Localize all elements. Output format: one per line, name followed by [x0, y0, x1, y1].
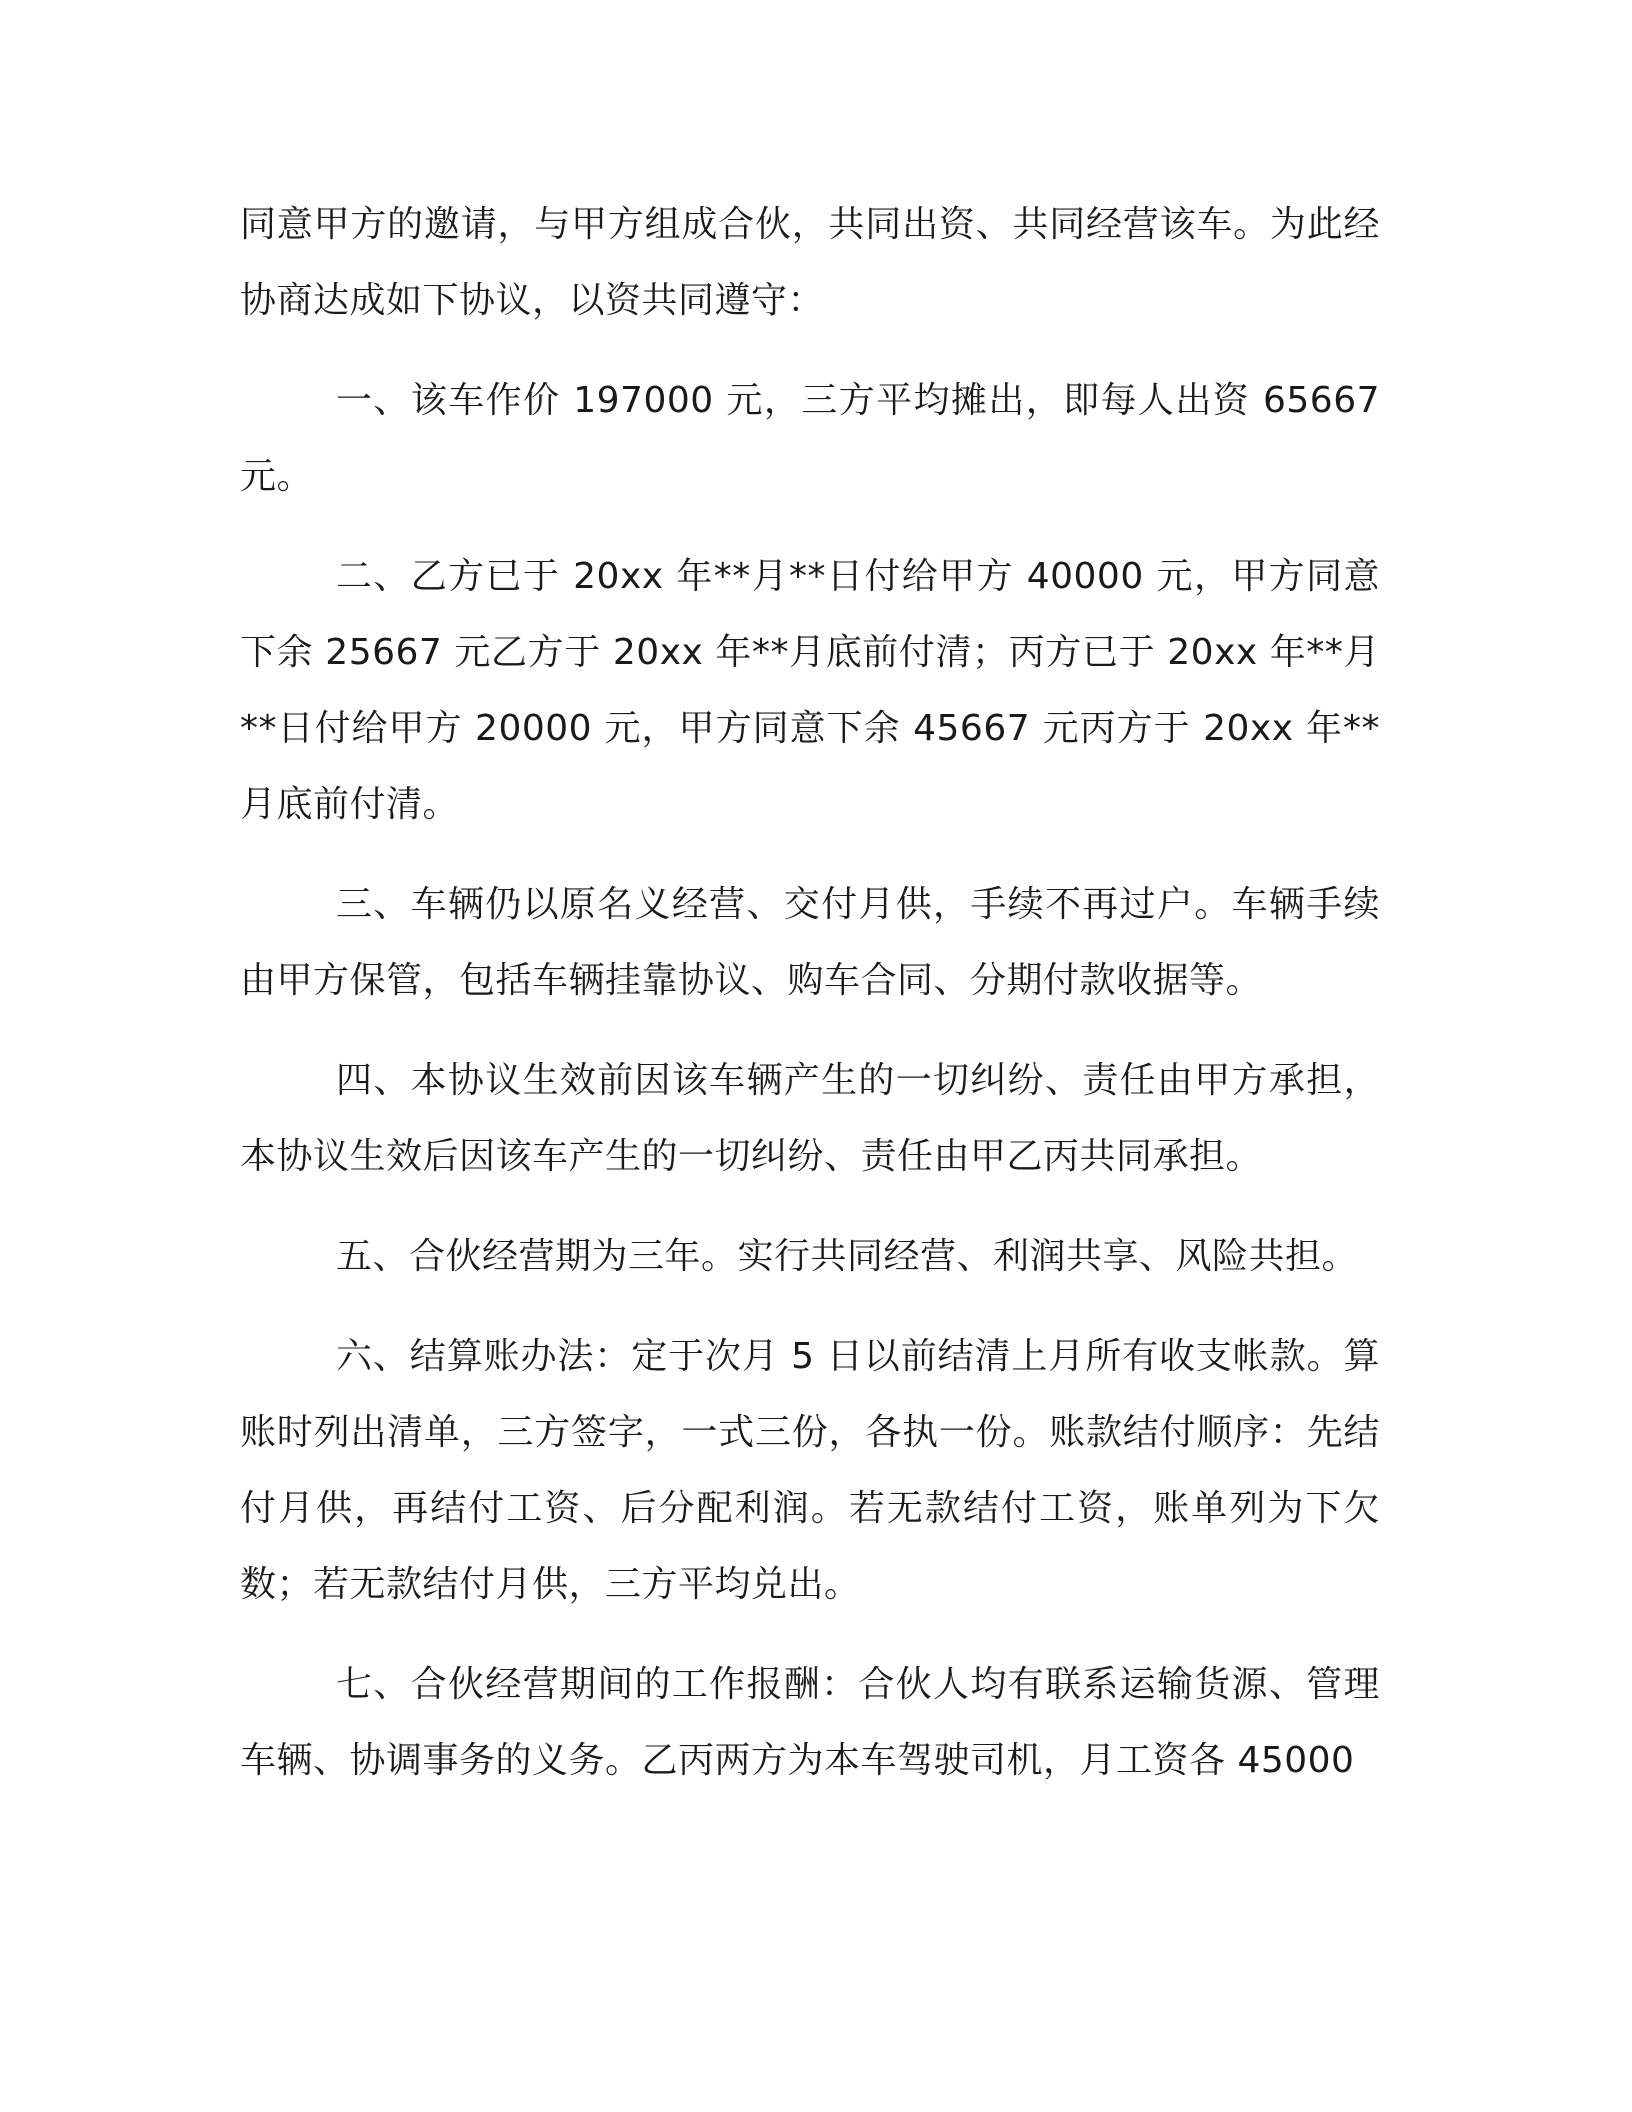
- paragraph-clause-7: 七、合伙经营期间的工作报酬：合伙人均有联系运输货源、管理车辆、协调事务的义务。乙丙两方为本车驾驶司机，月工资各 45000: [240, 1664, 1380, 1781]
- paragraph-intro: 同意甲方的邀请，与甲方组成合伙，共同出资、共同经营该车。为此经协商达成如下协议，以资共同遵守：: [240, 204, 1380, 321]
- paragraph-clause-2: 二、乙方已于 20xx 年**月**日付给甲方 40000 元，甲方同意下余 25667 元乙方于 20xx 年**月底前付清；丙方已于 20xx 年**月**日付给甲方 20000 元，甲方同意下余 45667 元丙方于 20xx 年**月底前付清。: [240, 556, 1380, 825]
- document-body: [240, 187, 1380, 1823]
- paragraph-clause-4: 四、本协议生效前因该车辆产生的一切纠纷、责任由甲方承担，本协议生效后因该车产生的一切纠纷、责任由甲乙丙共同承担。: [240, 1060, 1380, 1177]
- paragraph-clause-1: 一、该车作价 197000 元，三方平均摊出，即每人出资 65667 元。: [240, 380, 1380, 497]
- paragraph-clause-6: 六、结算账办法：定于次月 5 日以前结清上月所有收支帐款。算账时列出清单，三方签字，一式三份，各执一份。账款结付顺序：先结付月供，再结付工资、后分配利润。若无款结付工资，账单列为下欠数；若无款结付月供，三方平均兑出。: [240, 1336, 1380, 1605]
- paragraph-clause-3: 三、车辆仍以原名义经营、交付月供，手续不再过户。车辆手续由甲方保管，包括车辆挂靠协议、购车合同、分期付款收据等。: [240, 884, 1380, 1001]
- paragraph-clause-5: 五、合伙经营期为三年。实行共同经营、利润共享、风险共担。: [336, 1236, 1359, 1277]
